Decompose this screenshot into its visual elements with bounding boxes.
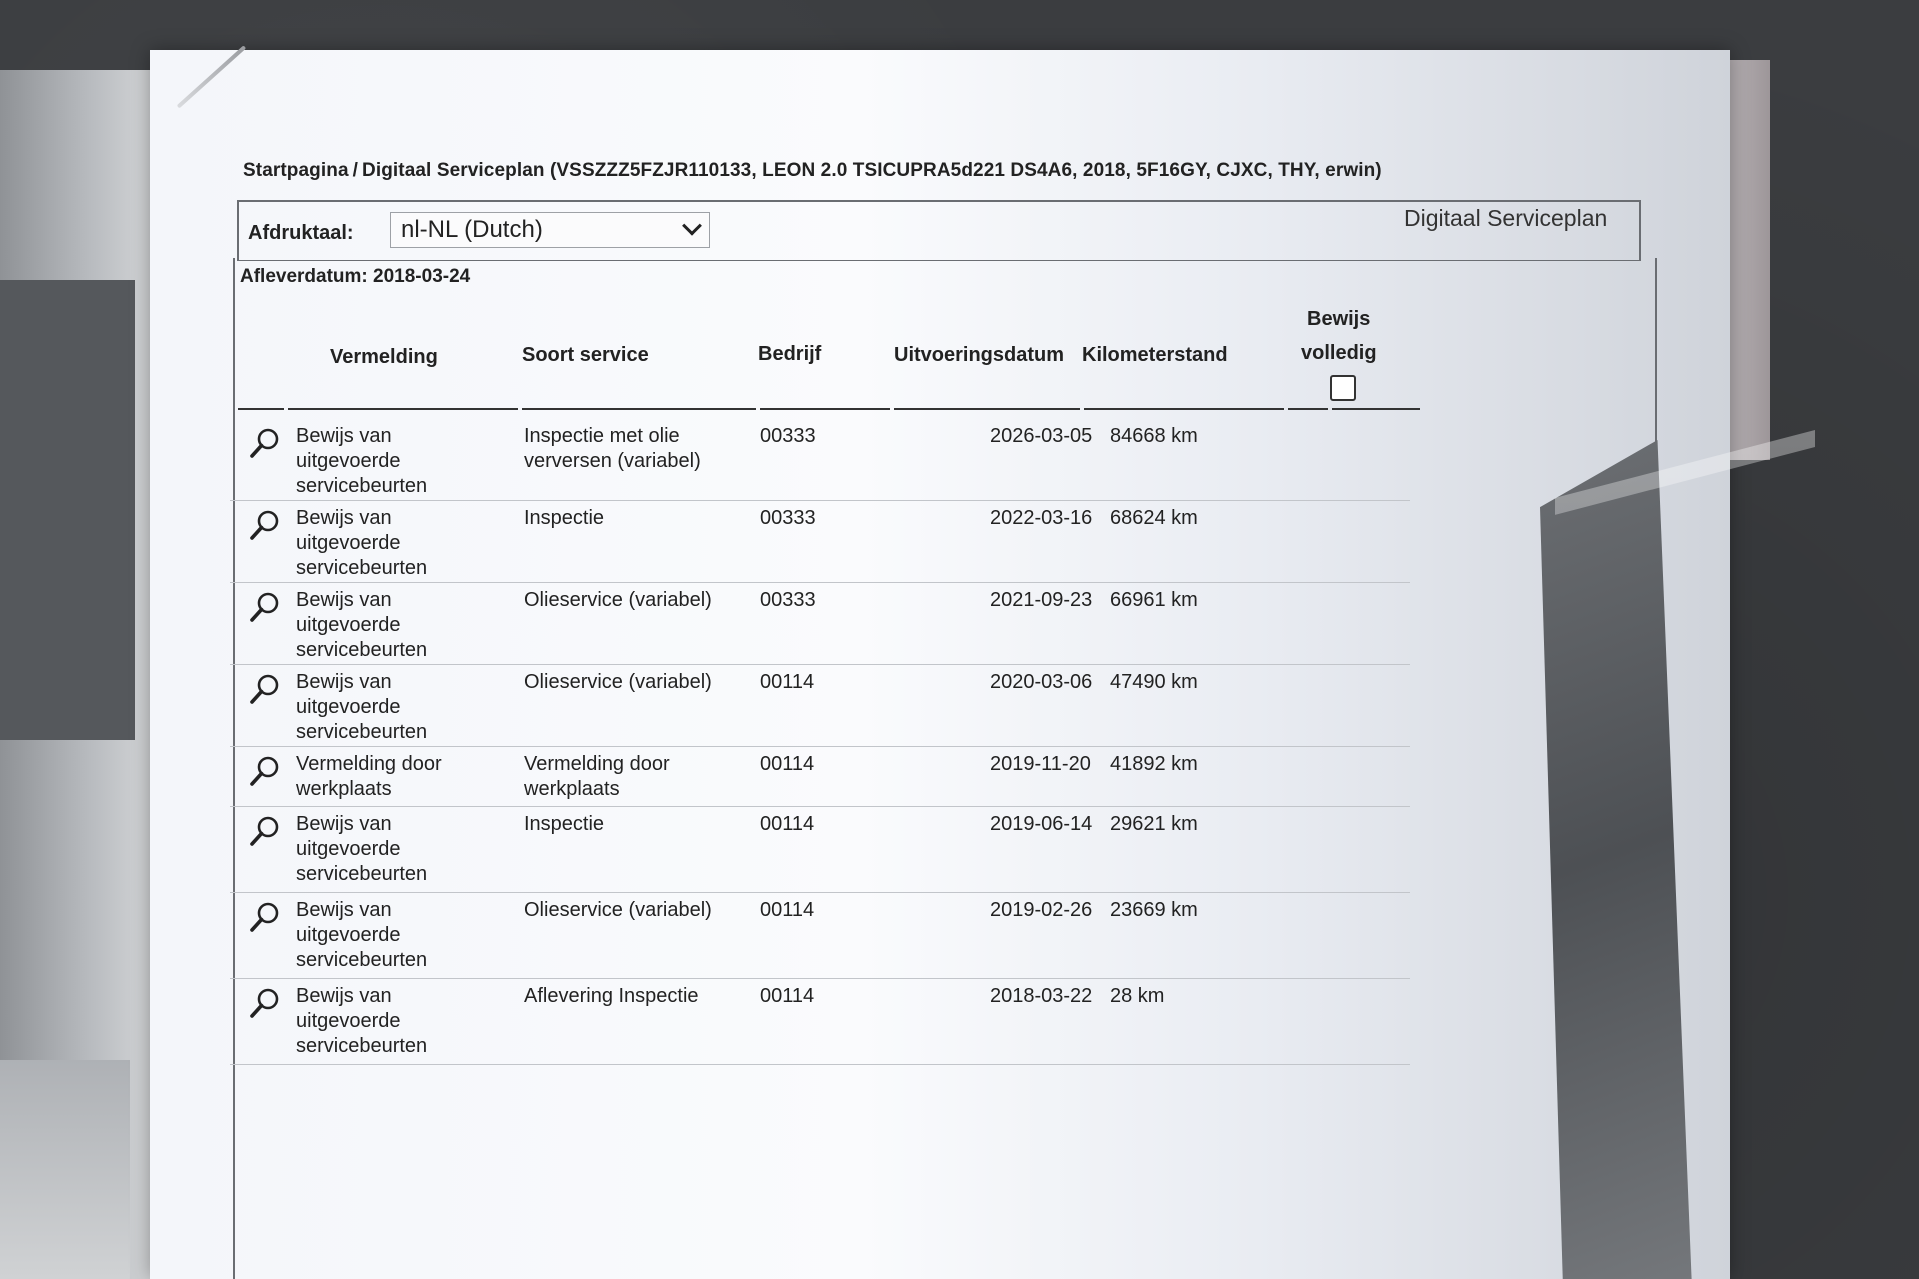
breadcrumb: [243, 160, 1382, 182]
row-mileage: 29621 km: [1110, 813, 1198, 835]
row-company: 00114: [760, 813, 815, 835]
table-header: [230, 300, 1420, 413]
magnifier-icon[interactable]: [248, 590, 282, 624]
row-date: 2021-09-23: [990, 589, 1093, 611]
row-company: 00114: [760, 899, 815, 921]
header-rule: [288, 408, 518, 410]
row-entry: Bewijs van uitgevoerde servicebeurten: [296, 671, 428, 743]
row-date: 2019-06-14: [990, 813, 1093, 835]
column-header-type: Soort service: [522, 344, 649, 366]
table-row: [230, 500, 1410, 583]
column-header-company: Bedrijf: [758, 343, 822, 365]
row-service-type: Inspectie: [524, 813, 605, 835]
row-entry: Bewijs van uitgevoerde servicebeurten: [296, 425, 428, 497]
row-service-type: Aflevering Inspectie: [524, 985, 699, 1007]
row-mileage: 23669 km: [1110, 899, 1198, 921]
row-service-type: Inspectie: [524, 507, 605, 529]
row-service-type: Olieservice (variabel): [524, 589, 712, 611]
row-date: 2019-02-26: [990, 899, 1093, 921]
column-header-proof-line2: volledig: [1301, 342, 1377, 364]
row-mileage: 84668 km: [1110, 425, 1198, 447]
folder-left-bottom: [0, 1060, 130, 1279]
table-row: [230, 978, 1410, 1065]
row-company: 00114: [760, 985, 815, 1007]
table-row: [230, 664, 1410, 747]
row-date: 2022-03-16: [990, 507, 1093, 529]
magnifier-icon[interactable]: [248, 508, 282, 542]
row-entry: Bewijs van uitgevoerde servicebeurten: [296, 813, 428, 885]
row-mileage: 28 km: [1110, 985, 1165, 1007]
column-header-date: Uitvoeringsdatum: [894, 344, 1065, 366]
row-entry: Bewijs van uitgevoerde servicebeurten: [296, 507, 428, 579]
row-service-type: Vermelding door werkplaats: [524, 753, 670, 800]
row-date: 2020-03-06: [990, 671, 1093, 693]
header-rule: [1084, 408, 1284, 410]
row-company: 00114: [760, 671, 815, 693]
breadcrumb-home-link[interactable]: Startpagina: [243, 160, 349, 181]
header-rule: [1288, 408, 1328, 410]
magnifier-icon[interactable]: [248, 672, 282, 706]
header-rule: [894, 408, 1080, 410]
magnifier-icon[interactable]: [248, 754, 282, 788]
folder-left-shadow: [0, 280, 135, 740]
row-date: 2018-03-22: [990, 985, 1093, 1007]
table-row: [230, 806, 1410, 893]
header-rule: [522, 408, 756, 410]
row-service-type: Inspectie met olie verversen (variabel): [524, 425, 701, 472]
row-entry: Bewijs van uitgevoerde servicebeurten: [296, 899, 428, 971]
delivery-date: Afleverdatum: 2018-03-24: [240, 266, 471, 287]
row-date: 2026-03-05: [990, 425, 1093, 447]
column-header-proof-line1: Bewijs: [1307, 308, 1371, 330]
breadcrumb-current: Digitaal Serviceplan (VSSZZZ5FZJR110133, LEON 2.0 TSICUPRA5d221 DS4A6, 2018, 5F16GY, CJXC, THY, erwin): [362, 160, 1382, 181]
row-entry: Vermelding door werkplaats: [296, 753, 442, 800]
row-date: 2019-11-20: [990, 753, 1091, 775]
row-company: 00333: [760, 425, 816, 447]
row-entry: Bewijs van uitgevoerde servicebeurten: [296, 985, 428, 1057]
row-mileage: 47490 km: [1110, 671, 1198, 693]
magnifier-icon[interactable]: [248, 986, 282, 1020]
magnifier-icon[interactable]: [248, 900, 282, 934]
chevron-down-icon: [682, 216, 702, 236]
header-rule: [760, 408, 890, 410]
magnifier-icon[interactable]: [248, 814, 282, 848]
proof-complete-checkbox[interactable]: [1330, 375, 1356, 401]
column-header-km: Kilometerstand: [1082, 344, 1228, 366]
magnifier-icon[interactable]: [248, 426, 282, 460]
language-select[interactable]: [390, 212, 710, 248]
header-rule: [238, 408, 284, 410]
row-service-type: Olieservice (variabel): [524, 671, 712, 693]
table-row: [230, 418, 1410, 501]
row-mileage: 66961 km: [1110, 589, 1198, 611]
table-row: [230, 746, 1410, 807]
row-service-type: Olieservice (variabel): [524, 899, 712, 921]
row-entry: Bewijs van uitgevoerde servicebeurten: [296, 589, 428, 661]
row-mileage: 68624 km: [1110, 507, 1198, 529]
language-label: Afdruktaal:: [248, 222, 354, 244]
column-header-entry: Vermelding: [330, 346, 438, 368]
table-row: [230, 582, 1410, 665]
row-company: 00333: [760, 507, 816, 529]
header-rule: [1332, 408, 1420, 410]
language-select-value: nl-NL (Dutch): [401, 216, 543, 243]
row-company: 00333: [760, 589, 816, 611]
panel-title: Digitaal Serviceplan: [1404, 205, 1608, 231]
table-row: [230, 892, 1410, 979]
breadcrumb-separator: /: [352, 160, 359, 181]
row-mileage: 41892 km: [1110, 753, 1198, 775]
row-company: 00114: [760, 753, 815, 775]
